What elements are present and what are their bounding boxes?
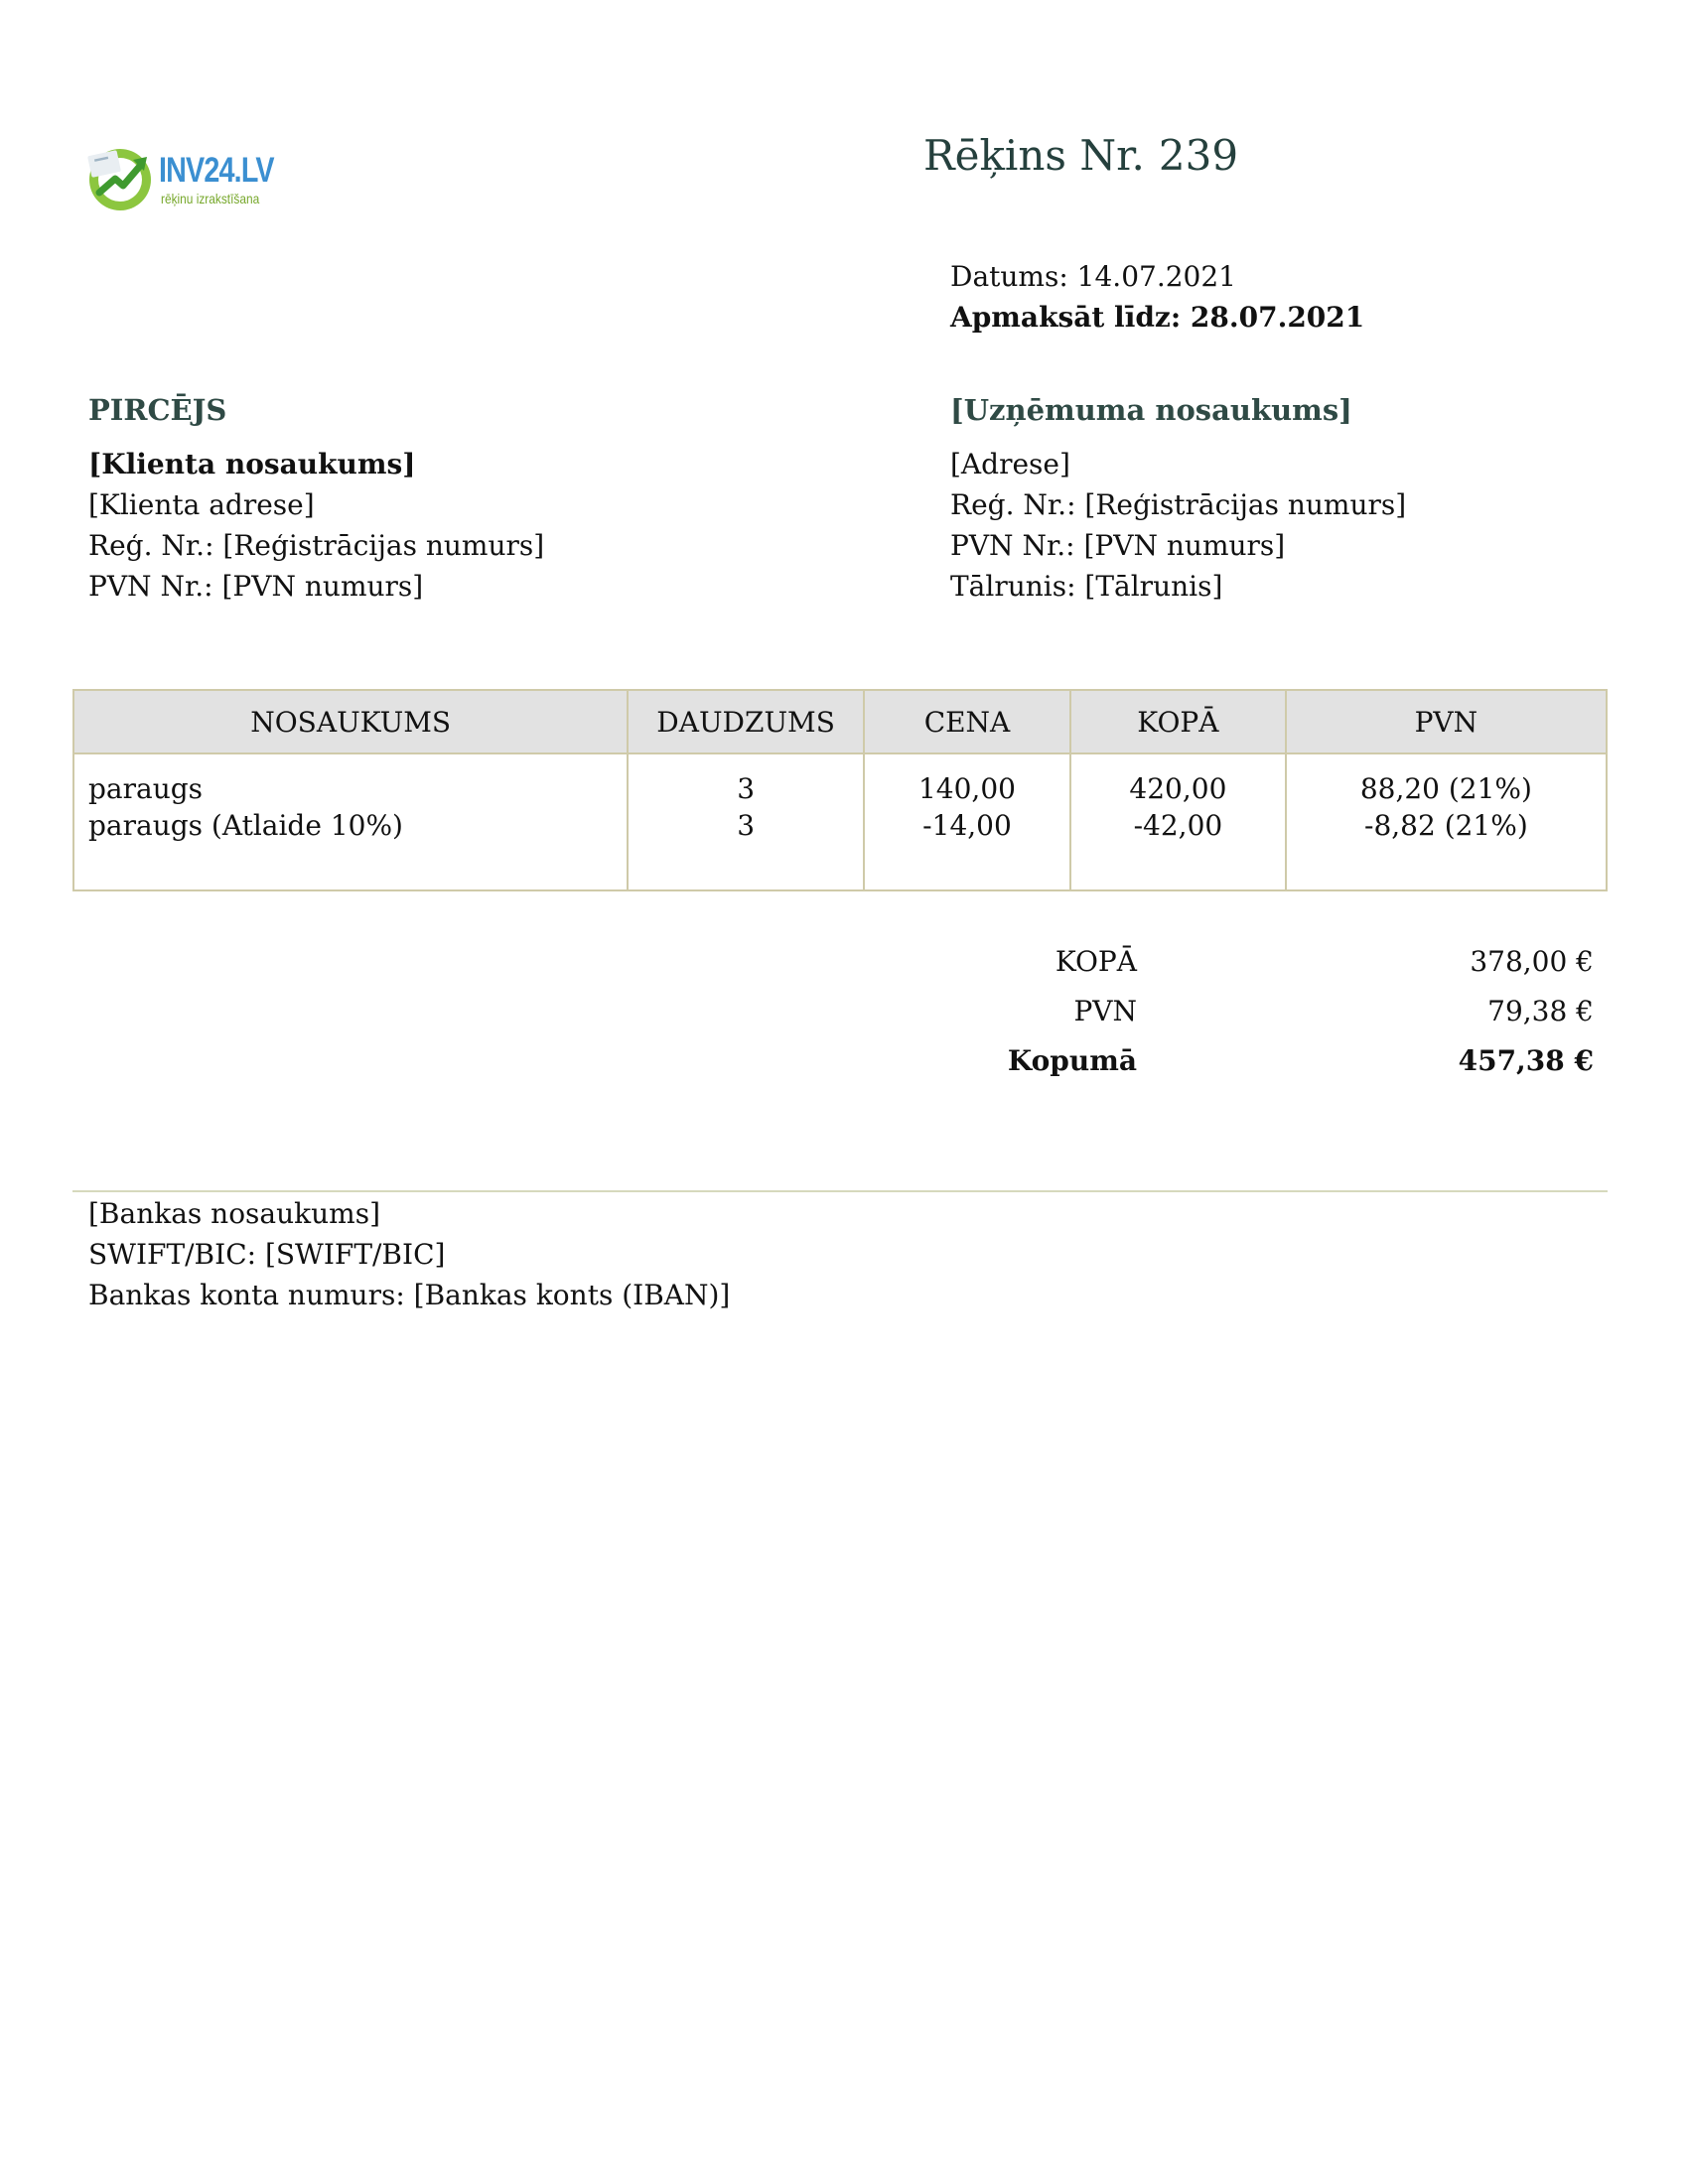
seller-phone: Tālrunis: [Tālrunis]: [950, 570, 1223, 603]
column-header-name: NOSAUKUMS: [73, 690, 628, 753]
cell-vat: [1286, 753, 1607, 890]
grand-total-label: Kopumā: [1007, 1044, 1137, 1077]
invoice-title-label: Rēķins Nr.: [923, 131, 1145, 180]
cell-prices: [864, 753, 1070, 890]
logo-brand-text: INV24.LV: [159, 151, 274, 190]
grand-total-value: 457,38 €: [1458, 1044, 1594, 1077]
buyer-block: [88, 444, 544, 607]
subtotal-value: 378,00 €: [1470, 945, 1594, 978]
logo-chart-icon: [85, 143, 155, 212]
seller-heading: [Uzņēmuma nosaukums]: [950, 393, 1352, 427]
row-1-total: 420,00: [1129, 772, 1227, 805]
table-row: [73, 753, 1607, 890]
invoice-number: 239: [1158, 131, 1239, 180]
bank-name: [Bankas nosaukums]: [88, 1197, 380, 1230]
buyer-vat-number: PVN Nr.: [PVN numurs]: [88, 570, 424, 603]
row-1-price: 140,00: [917, 772, 1016, 805]
row-2-price: -14,00: [922, 809, 1012, 842]
column-header-total: KOPĀ: [1070, 690, 1286, 753]
seller-reg-number: Reģ. Nr.: [Reģistrācijas numurs]: [950, 488, 1407, 521]
logo-tagline: rēķinu izrakstīšana: [161, 191, 260, 206]
seller-vat-number: PVN Nr.: [PVN numurs]: [950, 529, 1286, 562]
cell-names: [73, 753, 628, 890]
row-2-name: paraugs (Atlaide 10%): [88, 809, 403, 842]
buyer-address: [Klienta adrese]: [88, 488, 315, 521]
items-table: [72, 689, 1608, 891]
invoice-date: Datums: 14.07.2021: [950, 260, 1236, 293]
column-header-vat: PVN: [1286, 690, 1607, 753]
buyer-reg-number: Reģ. Nr.: [Reģistrācijas numurs]: [88, 529, 545, 562]
invoice-due-date: Apmaksāt līdz: 28.07.2021: [950, 301, 1365, 334]
row-1-name: paraugs: [88, 772, 204, 805]
cell-quantities: [628, 753, 864, 890]
seller-address: [Adrese]: [950, 448, 1070, 480]
table-header-row: [73, 690, 1607, 753]
cell-totals: [1070, 753, 1286, 890]
bank-swift: SWIFT/BIC: [SWIFT/BIC]: [88, 1238, 446, 1271]
row-1-quantity: 3: [737, 772, 756, 805]
vat-total-label: PVN: [1073, 995, 1137, 1027]
row-2-total: -42,00: [1133, 809, 1223, 842]
bank-account: Bankas konta numurs: [Bankas konts (IBAN)]: [88, 1279, 731, 1311]
row-2-vat: -8,82 (21%): [1363, 809, 1528, 842]
subtotal-label: KOPĀ: [1055, 945, 1137, 978]
column-header-quantity: DAUDZUMS: [628, 690, 864, 753]
company-logo: [85, 143, 284, 214]
seller-block: [950, 444, 1406, 607]
column-header-price: CENA: [864, 690, 1070, 753]
footer-divider: [72, 1190, 1608, 1192]
row-1-vat: 88,20 (21%): [1359, 772, 1532, 805]
buyer-heading: PIRCĒJS: [88, 393, 227, 427]
vat-total-value: 79,38 €: [1487, 995, 1594, 1027]
bank-details: [88, 1193, 730, 1315]
row-2-quantity: 3: [737, 809, 756, 842]
buyer-name: [Klienta nosaukums]: [88, 448, 416, 480]
invoice-title: [923, 131, 1238, 180]
